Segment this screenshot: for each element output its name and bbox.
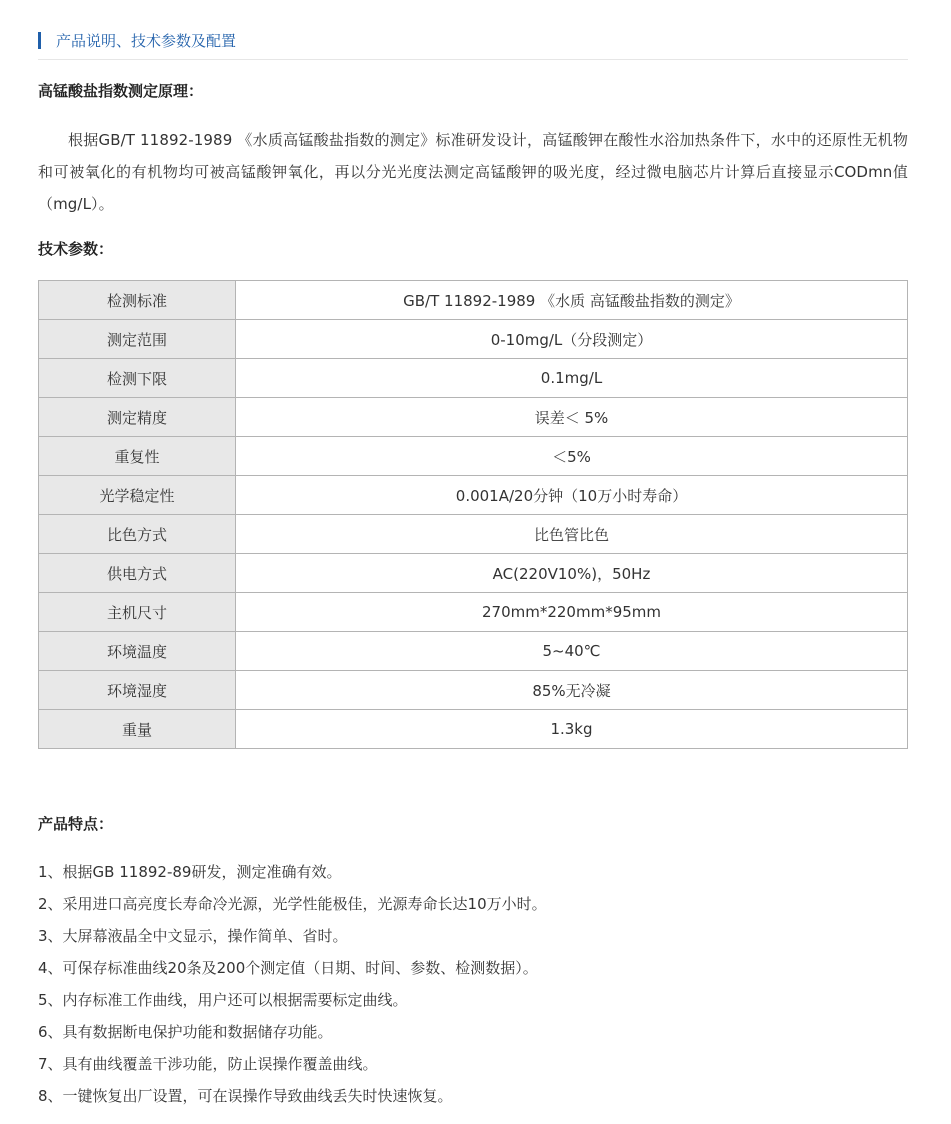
- spec-label: 环境温度: [39, 632, 236, 671]
- features-heading: 产品特点：: [38, 815, 114, 833]
- table-row: [39, 593, 908, 632]
- table-row: [39, 476, 908, 515]
- list-item: 3、大屏幕液晶全中文显示，操作简单、省时。: [38, 927, 348, 945]
- section-title: 产品说明、技术参数及配置: [56, 32, 237, 50]
- table-row: [39, 359, 908, 398]
- principle-text: 根据GB/T 11892-1989 《水质高锰酸盐指数的测定》标准研发设计，高锰酸钾在酸性水浴加热条件下，水中的还原性无机物和可被氧化的有机物均可被高锰酸钾氧化，再以分光光度法测定高锰酸钾的吸光度，经过微电脑芯片计算后直接显示CODmn值（mg/L）。: [38, 131, 908, 213]
- spec-label: 环境湿度: [39, 671, 236, 710]
- spec-value: 0.001A/20分钟（10万小时寿命）: [236, 476, 908, 515]
- spec-value: 误差＜ 5%: [236, 398, 908, 437]
- spec-label: 检测标准: [39, 281, 236, 320]
- table-row: [39, 554, 908, 593]
- table-row: [39, 632, 908, 671]
- table-row: [39, 437, 908, 476]
- section-accent-bar: [38, 32, 41, 49]
- spec-label: 测定范围: [39, 320, 236, 359]
- table-row: [39, 281, 908, 320]
- spec-label: 重量: [39, 710, 236, 749]
- spec-value: ＜5%: [236, 437, 908, 476]
- section-header: [38, 28, 908, 60]
- list-item: 4、可保存标准曲线20条及200个测定值（日期、时间、参数、检测数据）。: [38, 959, 538, 977]
- spec-value: 5~40℃: [236, 632, 908, 671]
- spec-label: 比色方式: [39, 515, 236, 554]
- spec-value: 0.1mg/L: [236, 359, 908, 398]
- spec-label: 检测下限: [39, 359, 236, 398]
- spec-value: 270mm*220mm*95mm: [236, 593, 908, 632]
- spec-value: 比色管比色: [236, 515, 908, 554]
- spec-label: 主机尺寸: [39, 593, 236, 632]
- list-item: 7、具有曲线覆盖干涉功能，防止误操作覆盖曲线。: [38, 1055, 378, 1073]
- spec-label: 供电方式: [39, 554, 236, 593]
- spec-value: GB/T 11892-1989 《水质 高锰酸盐指数的测定》: [236, 281, 908, 320]
- list-item: 6、具有数据断电保护功能和数据储存功能。: [38, 1023, 333, 1041]
- spec-label: 光学稳定性: [39, 476, 236, 515]
- spec-label: 重复性: [39, 437, 236, 476]
- table-row: [39, 320, 908, 359]
- table-row: [39, 398, 908, 437]
- specs-table: [38, 280, 908, 749]
- table-row: [39, 710, 908, 749]
- spec-value: AC(220V10%)，50Hz: [236, 554, 908, 593]
- list-item: 1、根据GB 11892-89研发，测定准确有效。: [38, 863, 342, 881]
- specs-heading: 技术参数：: [38, 240, 114, 258]
- table-row: [39, 515, 908, 554]
- principle-heading: 高锰酸盐指数测定原理：: [38, 82, 204, 100]
- spec-value: 0-10mg/L（分段测定）: [236, 320, 908, 359]
- features-list: [38, 856, 547, 1112]
- spec-label: 测定精度: [39, 398, 236, 437]
- list-item: 8、一键恢复出厂设置，可在误操作导致曲线丢失时快速恢复。: [38, 1087, 453, 1105]
- list-item: 5、内存标准工作曲线，用户还可以根据需要标定曲线。: [38, 991, 408, 1009]
- table-row: [39, 671, 908, 710]
- spec-value: 85%无冷凝: [236, 671, 908, 710]
- list-item: 2、采用进口高亮度长寿命冷光源，光学性能极佳，光源寿命长达10万小时。: [38, 895, 547, 913]
- spec-value: 1.3kg: [236, 710, 908, 749]
